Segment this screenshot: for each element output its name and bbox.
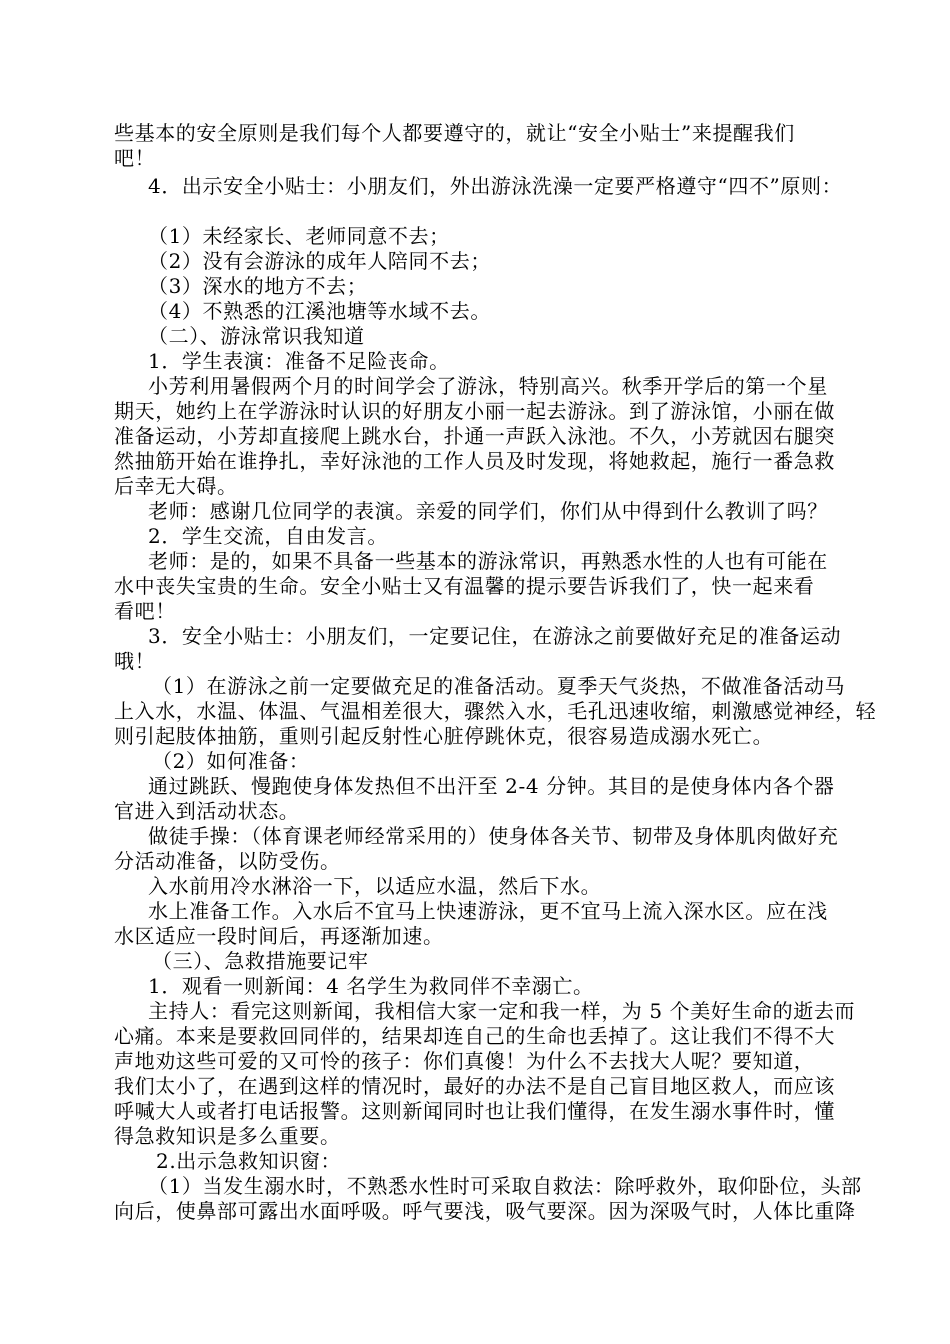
text-line: 2．学生交流，自由发言。 <box>148 524 388 548</box>
list-item: （2）没有会游泳的成年人陪同不去； <box>148 249 491 273</box>
text-line: 吧！ <box>114 146 156 170</box>
text-line: 然抽筋开始在谁挣扎，幸好泳池的工作人员及时发现，将她救起，施行一番急救 <box>114 449 835 473</box>
text-line: 水中丧失宝贵的生命。安全小贴士又有温馨的提示要告诉我们了，快一起来看 <box>114 574 815 598</box>
text-line: 哦！ <box>114 649 156 673</box>
text-line: 做徒手操：（体育课老师经常采用的）使身体各关节、韧带及身体肌肉做好充 <box>148 824 839 848</box>
text-line: 主持人：看完这则新闻，我相信大家一定和我一样，为 5 个美好生命的逝去而 <box>148 999 856 1023</box>
text-line: 心痛。本来是要救回同伴的，结果却连自己的生命也丢掉了。这让我们不得不大 <box>114 1024 835 1048</box>
text-line: 些基本的安全原则是我们每个人都要遵守的，就让“安全小贴士”来提醒我们 <box>114 121 795 145</box>
list-item: （1）未经家长、老师同意不去； <box>148 224 450 248</box>
text-line: 3．安全小贴士：小朋友们，一定要记住，在游泳之前要做好充足的准备运动 <box>148 624 842 648</box>
text-line: 通过跳跃、慢跑使身体发热但不出汗至 2-4 分钟。其目的是使身体内各个器 <box>148 774 835 798</box>
text-line: 1．学生表演：准备不足险丧命。 <box>148 349 450 373</box>
text-line: 水区适应一段时间后，再逐渐加速。 <box>114 924 444 948</box>
text-line: （1）在游泳之前一定要做充足的准备活动。夏季天气炎热，不做准备活动马 <box>152 674 846 698</box>
text-line: 2.出示急救知识窗： <box>156 1149 342 1173</box>
text-line: 老师：是的，如果不具备一些基本的游泳常识，再熟悉水性的人也有可能在 <box>148 549 828 573</box>
text-line: 向后，使鼻部可露出水面呼吸。呼气要浅，吸气要深。因为深吸气时，人体比重降 <box>114 1199 856 1223</box>
list-item: （4）不熟悉的江溪池塘等水域不去。 <box>148 299 491 323</box>
text-line: （2）如何准备： <box>152 749 310 773</box>
text-line: 声地劝这些可爱的又可怜的孩子：你们真傻！为什么不去找大人呢？要知道， <box>114 1049 815 1073</box>
text-line: 分活动准备，以防受伤。 <box>114 849 341 873</box>
text-line: 后幸无大碍。 <box>114 474 238 498</box>
list-item: （3）深水的地方不去； <box>148 274 368 298</box>
text-line: 则引起肢体抽筋，重则引起反射性心脏停跳休克，很容易造成溺水死亡。 <box>114 724 774 748</box>
text-line: 得急救知识是多么重要。 <box>114 1124 341 1148</box>
text-line: 官进入到活动状态。 <box>114 799 300 823</box>
text-line: 小芳利用暑假两个月的时间学会了游泳，特别高兴。秋季开学后的第一个星 <box>148 374 828 398</box>
text-line: 期天，她约上在学游泳时认识的好朋友小丽一起去游泳。到了游泳馆，小丽在做 <box>114 399 835 423</box>
text-line: 1．观看一则新闻：4 名学生为救同伴不幸溺亡。 <box>148 974 594 998</box>
text-line: 准备运动，小芳却直接爬上跳水台，扑通一声跃入泳池。不久，小芳就因右腿突 <box>114 424 835 448</box>
text-line: 上入水，水温、体温、气温相差很大，骤然入水，毛孔迅速收缩，刺激感觉神经，轻 <box>114 699 877 723</box>
text-line: 水上准备工作。入水后不宜马上快速游泳，更不宜马上流入深水区。应在浅 <box>148 899 828 923</box>
section-heading: （三）、急救措施要记牢 <box>152 949 369 973</box>
section-heading: （二）、游泳常识我知道 <box>148 324 365 348</box>
text-line: 4．出示安全小贴士：小朋友们，外出游泳洗澡一定要严格遵守“四不”原则： <box>148 174 843 198</box>
text-line: 入水前用冷水淋浴一下，以适应水温，然后下水。 <box>148 874 602 898</box>
text-line: （1）当发生溺水时，不熟悉水性时可采取自救法：除呼救外，取仰卧位，头部 <box>148 1174 862 1198</box>
text-line: 老师：感谢几位同学的表演。亲爱的同学们，你们从中得到什么教训了吗？ <box>148 499 828 523</box>
text-line: 我们太小了，在遇到这样的情况时，最好的办法不是自己盲目地区救人，而应该 <box>114 1074 835 1098</box>
text-line: 呼喊大人或者打电话报警。这则新闻同时也让我们懂得，在发生溺水事件时，懂 <box>114 1099 835 1123</box>
text-line: 看吧！ <box>114 599 176 623</box>
